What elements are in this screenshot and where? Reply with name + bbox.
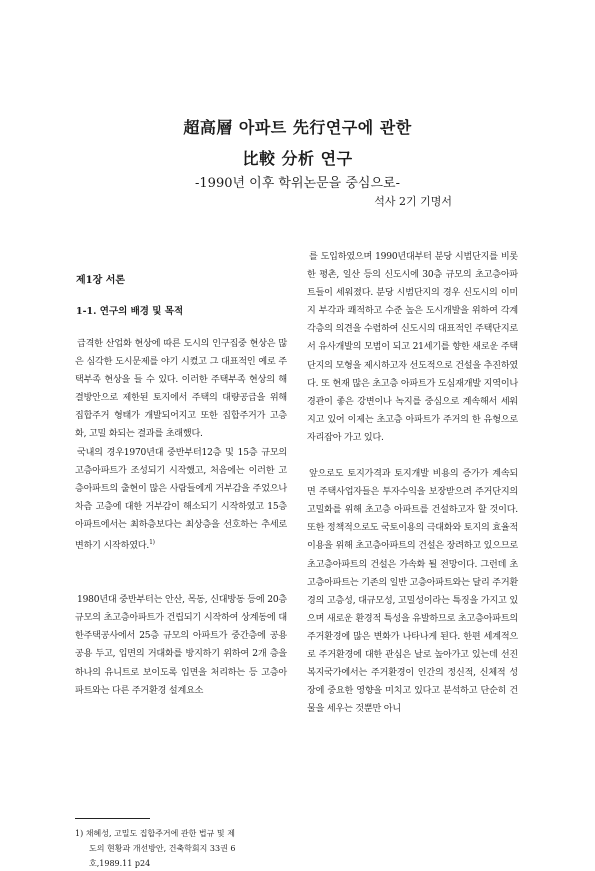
footnote-line-2: 도의 현황과 개선방안, 건축학회지 33권 6: [89, 844, 236, 853]
footnote-line-3: 호,1989.11 p24: [89, 859, 151, 868]
paper-title-line2: 比較 分析 연구: [242, 149, 353, 168]
paper-title-line1: 超高層 아파트 先行연구에 관한: [183, 118, 412, 137]
right-paragraph-2: 앞으로도 토지가격과 토지개발 비용의 증가가 계속되면 주택사업자들은 투자수익을 보장받으려 주거단지의 고밀화를 위해 초고층 아파트를 건설하고자 할 것이다. 또한 정책적으로도 국토이용의 극대화와 토지의 효율적 이용을 위해 초고층아파트의 건설은 장려하고 있으므로 초고층아파트의 건설은 가속화 될 전망이다. 그런데 초고층아파트는 기존의 일반 고층아파트와는 달리 주거환경의 고층성, 대규모성, 고밀성이라는 특징을 가지고 있으며 새로운 환경적 특성을 유발하므로 초고층아파트의 주거환경에 많은 변화가 나타나게 된다. 한편 세계적으로 주거환경에 대한 관심은 날로 높아가고 있는데 선진 복지국가에서는 주거환경이 인간의 정신적, 신체적 성장에 중요한 영향을 미치고 있다고 분석하고 단순히 건물을 세우는 것뿐만 아니: [307, 469, 518, 715]
author: 석사 2기 기명서: [374, 195, 452, 208]
right-column: [307, 248, 518, 718]
footnote-ref: 1): [149, 539, 155, 547]
footnote-line-1: 1) 채혜성, 고밀도 집합주거에 관한 법규 및 제: [75, 829, 235, 838]
left-paragraph-3: 1980년대 중반부터는 안산, 목동, 신대방동 등에 20층 규모의 초고층아파트가 건립되기 시작하여 상계동에 대한주택공사에서 25층 규모의 아파트가 중간층에 공용 공용 두고, 입면의 거대화를 방지하기 위하여 2개 층을 하나의 유니트로 보이도록 입면을 처리하는 등 고층아파트와는 다른 주거환경 설계요소: [75, 595, 287, 696]
left-paragraph-2: [75, 444, 287, 556]
left-paragraph-1: 급격한 산업화 현상에 따른 도시의 인구집중 현상은 많은 심각한 도시문제를 야기 시켰고 그 대표적인 예로 주택부족 현상을 들 수 있다. 이러한 주택부족 현상의 해결방안으로 제한된 토지에서 주택의 대량공급을 위해 집합주거 형태가 개발되어지고 또한 집합주거가 고층화, 고밀 화되는 결과를 초래했다.: [75, 339, 287, 440]
section-heading: 1-1. 연구의 배경 및 목적: [76, 306, 184, 317]
paper-subtitle: -1990년 이후 학위논문을 중심으로-: [195, 176, 400, 191]
left-column: [75, 335, 287, 700]
footnote-rule: [75, 818, 150, 819]
left-paragraph-2-text: 국내의 경우1970년대 중반부터12층 및 15층 규모의 고층아파트가 조성되기 시작했고, 처음에는 이러한 고층아파트의 출현이 많은 사람들에게 거부감을 주었으나 차츰 고층에 대한 거부감이 해소되기 시작하였고 15층 아파트에서는 최하층보다는 최상층을 선호하는 추세로 변하기 시작하였다.: [75, 447, 287, 552]
right-paragraph-1: 를 도입하였으며 1990년대부터 분당 시범단지를 비롯한 평촌, 일산 등의 신도시에 30층 규모의 초고층아파트들이 세워졌다. 분당 시범단지의 경우 신도시의 이미지 부각과 쾌적하고 수준 높은 도시개발을 위하여 각계 각층의 의견을 수렴하여 신도시의 대표적인 주택단지로서 유사개발의 모범이 되고 21세기를 향한 새로운 주택단지의 모형을 제시하고자 선도적으로 건설을 추진하였다. 또 현재 많은 초고층 아파트가 도심재개발 지역이나 경관이 좋은 강변이나 녹지를 중심으로 계속해서 세워지고 있어 이제는 초고층 아파트가 주거의 한 유형으로 자리잡아 가고 있다.: [307, 252, 518, 443]
chapter-heading: 제1장 서론: [76, 275, 126, 286]
footnote: [75, 826, 287, 871]
paragraph-gap: [75, 555, 287, 591]
paragraph-gap: [307, 447, 518, 465]
